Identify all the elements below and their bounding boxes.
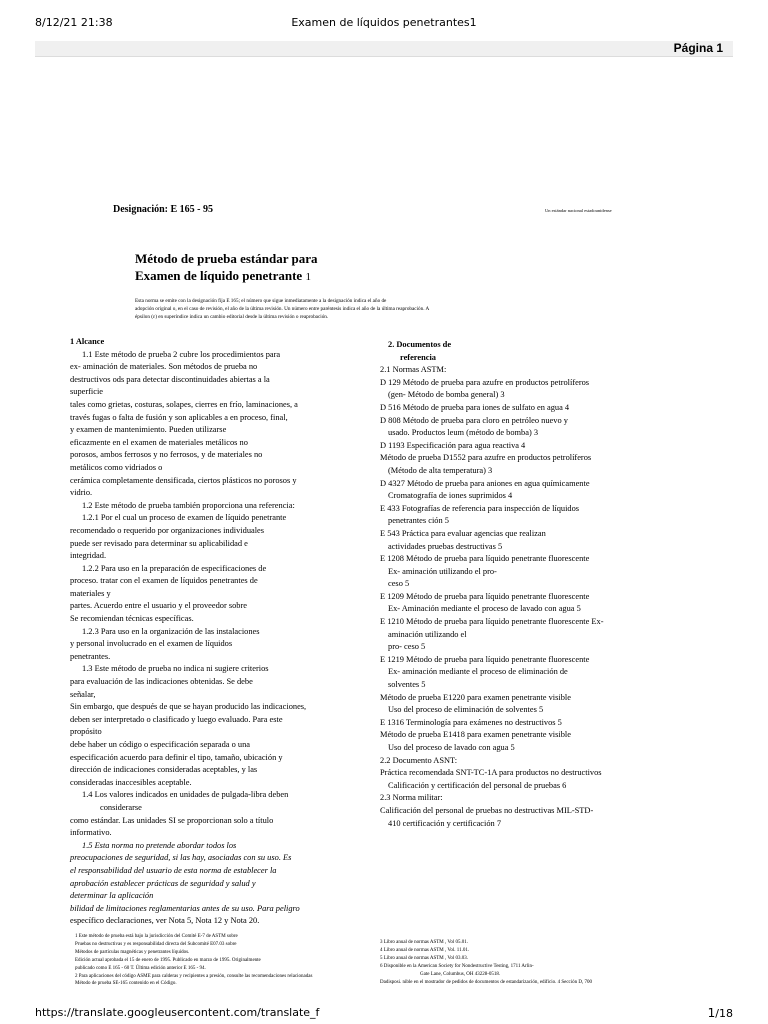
document-page xyxy=(35,56,733,1006)
page-number xyxy=(708,1006,733,1020)
right-column-line: ceso 5 xyxy=(388,579,410,589)
left-column-line: consideradas inaccesibles aceptable. xyxy=(70,777,192,787)
footnote-line: Gate Lane, Columbus, OH 43228-0518. xyxy=(420,971,501,977)
left-column-line: especificación acuerdo para definir el tipo, tamaño, ubicación y xyxy=(70,752,283,762)
left-column-line: cerámica completamente densificada, ciertos plásticos no porosos y xyxy=(70,475,297,485)
issue-note-line: Esta norma se emite con la designación fija E 165; el número que sigue inmediatamente a la designación indica el año de xyxy=(135,298,387,304)
right-column-line: actividades pruebas destructivas 5 xyxy=(388,541,503,551)
right-column-line: E 1209 Método de prueba para líquido penetrante fluorescente xyxy=(380,591,590,601)
right-column-line: D 808 Método de prueba para cloro en petróleo nuevo y xyxy=(380,415,568,425)
designation: Designación: E 165 - 95 xyxy=(113,204,213,215)
left-column-line: aprobación establecer prácticas de seguridad y salud y xyxy=(70,878,256,888)
right-column-line: penetrantes ción 5 xyxy=(388,516,449,526)
page-total: /18 xyxy=(715,1007,733,1020)
right-column-line: Uso del proceso de eliminación de solventes 5 xyxy=(388,705,544,715)
left-column-line: materiales y xyxy=(70,588,111,598)
left-column-line: propósito xyxy=(70,727,102,737)
left-column-line: señalar, xyxy=(70,689,96,699)
right-column-line: Ex- Aminación mediante el proceso de lavado con agua 5 xyxy=(388,604,581,614)
left-column-line: Sin embargo, que después de que se hayan producido las indicaciones, xyxy=(70,702,307,712)
title-footnote-ref: 1 xyxy=(305,271,311,283)
print-header xyxy=(0,0,768,40)
footnote-line: publicado como E 165 - 60 T. Última edición anterior E 165 - 94. xyxy=(75,965,206,971)
left-column-line: 1.2.2 Para uso en la preparación de especificaciones de xyxy=(82,563,267,573)
issue-note-line: adopción original o, en el caso de revisión, el año de la última revisión. Un número entre paréntesis indica el año de la última reaprobación. A xyxy=(135,306,430,312)
title-line-1: Método de prueba estándar para xyxy=(135,251,318,266)
left-column-line: 1.3 Este método de prueba no indica ni sugiere criterios xyxy=(82,664,269,674)
left-column-line: ex- aminación de materiales. Son métodos de prueba no xyxy=(70,362,258,372)
left-column xyxy=(70,336,345,928)
issue-note-line: épsilon (ε) en superíndice indica un cambio editorial desde la última revisión o reaprobación. xyxy=(135,314,329,320)
right-column-line: Cromatografía de iones suprimidos 4 xyxy=(388,491,513,501)
footnote-line: Pruebas no destructivas y es responsabilidad directa del Subcomité E07.03 sobre xyxy=(75,941,237,947)
left-column-line: el responsabilidad del usuario de esta norma de establecer la xyxy=(70,865,277,875)
left-column-line: eficazmente en el examen de materiales metálicos no xyxy=(70,437,248,447)
page-current: 1 xyxy=(707,1006,716,1020)
print-footer xyxy=(0,1006,768,1024)
left-column-line: recomendado o requerido por organizaciones individuales xyxy=(70,525,265,535)
left-column-line: determinar la aplicación xyxy=(70,891,154,901)
right-column-line: D 516 Método de prueba para iones de sulfato en agua 4 xyxy=(380,402,570,412)
right-column-line: solventes 5 xyxy=(388,680,426,690)
left-column-line: informativo. xyxy=(70,828,112,838)
right-column-line: E 1208 Método de prueba para líquido penetrante fluorescente xyxy=(380,554,590,564)
page-url: https://translate.googleusercontent.com/translate_f xyxy=(35,1006,320,1019)
left-column-line: 1.1 Este método de prueba 2 cubre los procedimientos para xyxy=(82,349,281,359)
right-column-line: Ex- aminación utilizando el pro- xyxy=(388,566,497,576)
right-column-line: D 4327 Método de prueba para aniones en agua químicamente xyxy=(380,478,590,488)
left-column-line: debe haber un código o especificación separada o una xyxy=(70,740,250,749)
footnote-line: 2 Para aplicaciones del código ASME para calderas y recipientes a presión, consulte las recomendaciones relacionadas xyxy=(75,973,313,979)
left-column-line: preocupaciones de seguridad, si las hay, asociadas con su uso. Es xyxy=(70,853,292,863)
left-column-line: y personal involucrado en el examen de líquidos xyxy=(70,639,233,649)
footnote-line: 4 Libro anual de normas ASTM , Vol. 11.01. xyxy=(380,947,470,953)
left-column-line: 1.2 Este método de prueba también proporciona una referencia: xyxy=(82,500,295,510)
footnote-line: Método de prueba SE-165 contenido en el Código. xyxy=(75,981,177,987)
left-column-line: específico declaraciones, ver Nota 5, Nota 12 y Nota 20. xyxy=(70,916,260,926)
right-column-line: E 543 Práctica para evaluar agencias que realizan xyxy=(380,528,546,538)
print-date: 8/12/21 21:38 xyxy=(35,16,113,29)
left-column-line: través fugas o falta de fusión y son aplicables a en proceso, final, xyxy=(70,412,288,422)
print-title: Examen de líquidos penetrantes1 xyxy=(291,16,477,29)
right-column-line: D 1193 Especificación para agua reactiva 4 xyxy=(380,440,526,450)
right-column-line: E 1316 Terminología para exámenes no destructivos 5 xyxy=(380,717,562,727)
right-column-line: (gen- Método de bomba general) 3 xyxy=(388,390,505,400)
right-column-line: Calificación del personal de pruebas no destructivas MIL-STD- xyxy=(380,805,594,815)
left-column-line: 1.4 Los valores indicados en unidades de pulgada-libra deben xyxy=(82,790,289,800)
left-column-line: porosos, ambos ferrosos y no ferrosos, y de materiales no xyxy=(70,450,263,460)
issue-note xyxy=(135,297,535,321)
right-column-line: Uso del proceso de lavado con agua 5 xyxy=(388,743,515,752)
footnote-line: Edición actual aprobada el 15 de enero de 1995. Publicado en marzo de 1995. Originalmente xyxy=(75,957,261,963)
footnote-line: Métodos de partículas magnéticas y penetrantes líquidos. xyxy=(75,949,190,955)
left-column-line: proceso. tratar con el examen de líquidos penetrantes de xyxy=(70,576,258,586)
right-column-line: aminación utilizando el xyxy=(388,629,467,639)
left-column-line: 1.2.1 Por el cual un proceso de examen de líquido penetrante xyxy=(82,513,287,523)
left-column-line: para evaluación de las indicaciones obtenidas. Se debe xyxy=(70,677,253,687)
left-column-line: dirección de indicaciones consideradas aceptables, y las xyxy=(70,765,258,775)
left-column-line: superficie xyxy=(70,387,104,397)
right-column-line: Método de prueba E1418 para examen penetrante visible xyxy=(380,730,571,740)
right-column-line: Práctica recomendada SNT-TC-1A para productos no destructivos xyxy=(380,768,602,778)
right-column-line: Método de prueba E1220 para examen penetrante visible xyxy=(380,692,571,702)
left-column-line: 1.5 Esta norma no pretende abordar todos los xyxy=(82,840,237,850)
left-column-line: vidrio. xyxy=(70,488,93,498)
right-column-line: E 1210 Método de prueba para líquido penetrante fluorescente Ex- xyxy=(380,617,604,627)
right-column-line: (Método de alta temperatura) 3 xyxy=(388,465,493,475)
right-column-line: Ex- aminación mediante el proceso de eliminación de xyxy=(388,667,568,677)
right-column xyxy=(380,339,640,830)
left-column-line: penetrantes. xyxy=(70,651,111,661)
footnote-line: 3 Libro anual de normas ASTM , Vol 05.01. xyxy=(380,940,469,945)
standard-note: Un estándar nacional estadounidense xyxy=(545,208,612,213)
left-column-line: 1.2.3 Para uso en la organización de las instalaciones xyxy=(82,626,260,636)
right-column-line: 2.2 Documento ASNT: xyxy=(380,755,458,765)
right-column-line: Método de prueba D1552 para azufre en productos petrolíferos xyxy=(380,453,592,463)
footnote-line: Dadisposi. nible en el mostrador de pedidos de documentos de estandarización, edificio. 4 Sección D, 700 xyxy=(380,979,593,985)
left-column-line: 1 Alcance xyxy=(70,337,105,346)
left-column-line: Se recomiendan técnicas específicas. xyxy=(70,614,194,624)
left-column-line: como estándar. Las unidades SI se proporcionan solo a título xyxy=(70,815,274,825)
left-column-line: puede ser revisado para determinar su aplicabilidad e xyxy=(70,538,248,548)
left-column-line: y examen de mantenimiento. Pueden utilizarse xyxy=(70,425,227,435)
document-title xyxy=(135,250,317,286)
right-column-line: E 433 Fotografías de referencia para inspección de líquidos xyxy=(380,503,580,513)
right-column-line: usado. Productos leum (método de bomba) 3 xyxy=(388,428,539,438)
right-column-line: referencia xyxy=(400,352,436,362)
right-column-line: 2.1 Normas ASTM: xyxy=(380,365,447,375)
left-column-line: deben ser interpretado o clasificado y luego evaluado. Para este xyxy=(70,714,283,724)
footnote-line: 1 Este método de prueba está bajo la jurisdicción del Comité E-7 de ASTM sobre xyxy=(75,934,238,939)
left-column-line: tales como grietas, costuras, solapes, cierres en frío, laminaciones, a xyxy=(70,399,298,409)
left-column-line: integridad. xyxy=(70,551,107,561)
page-label: Página 1 xyxy=(673,41,723,55)
title-line-2: Examen de líquido penetrante xyxy=(135,268,303,283)
right-column-line: E 1219 Método de prueba para líquido penetrante fluorescente xyxy=(380,654,590,664)
right-column-line: 410 certificación y certificación 7 xyxy=(388,818,502,828)
right-column-line: Calificación y certificación del personal de pruebas 6 xyxy=(388,780,567,790)
footnote-line: 6 Disponible en la American Society for Nondestructive Testing, 1711 Arlin- xyxy=(380,963,534,969)
right-column-line: 2. Documentos de xyxy=(388,340,452,349)
footnotes-left xyxy=(75,933,375,988)
page-bar xyxy=(35,41,733,57)
left-column-line: partes. Acuerdo entre el usuario y el proveedor sobre xyxy=(70,601,247,611)
right-column-line: 2.3 Norma militar: xyxy=(380,793,443,803)
left-column-line: considerarse xyxy=(100,802,142,812)
footnote-line: 5 Libro anual de normas ASTM , Vol 03.03. xyxy=(380,955,469,961)
left-column-line: bilidad de limitaciones reglamentarias antes de su uso. Para peligro xyxy=(70,903,300,913)
left-column-line: metálicos como vidriados o xyxy=(70,462,163,472)
right-column-line: D 129 Método de prueba para azufre en productos petrolíferos xyxy=(380,377,590,387)
left-column-line: destructivos ods para detectar discontinuidades abiertas a la xyxy=(70,374,270,384)
right-column-line: pro- ceso 5 xyxy=(388,642,426,652)
footnotes-right xyxy=(380,939,700,986)
